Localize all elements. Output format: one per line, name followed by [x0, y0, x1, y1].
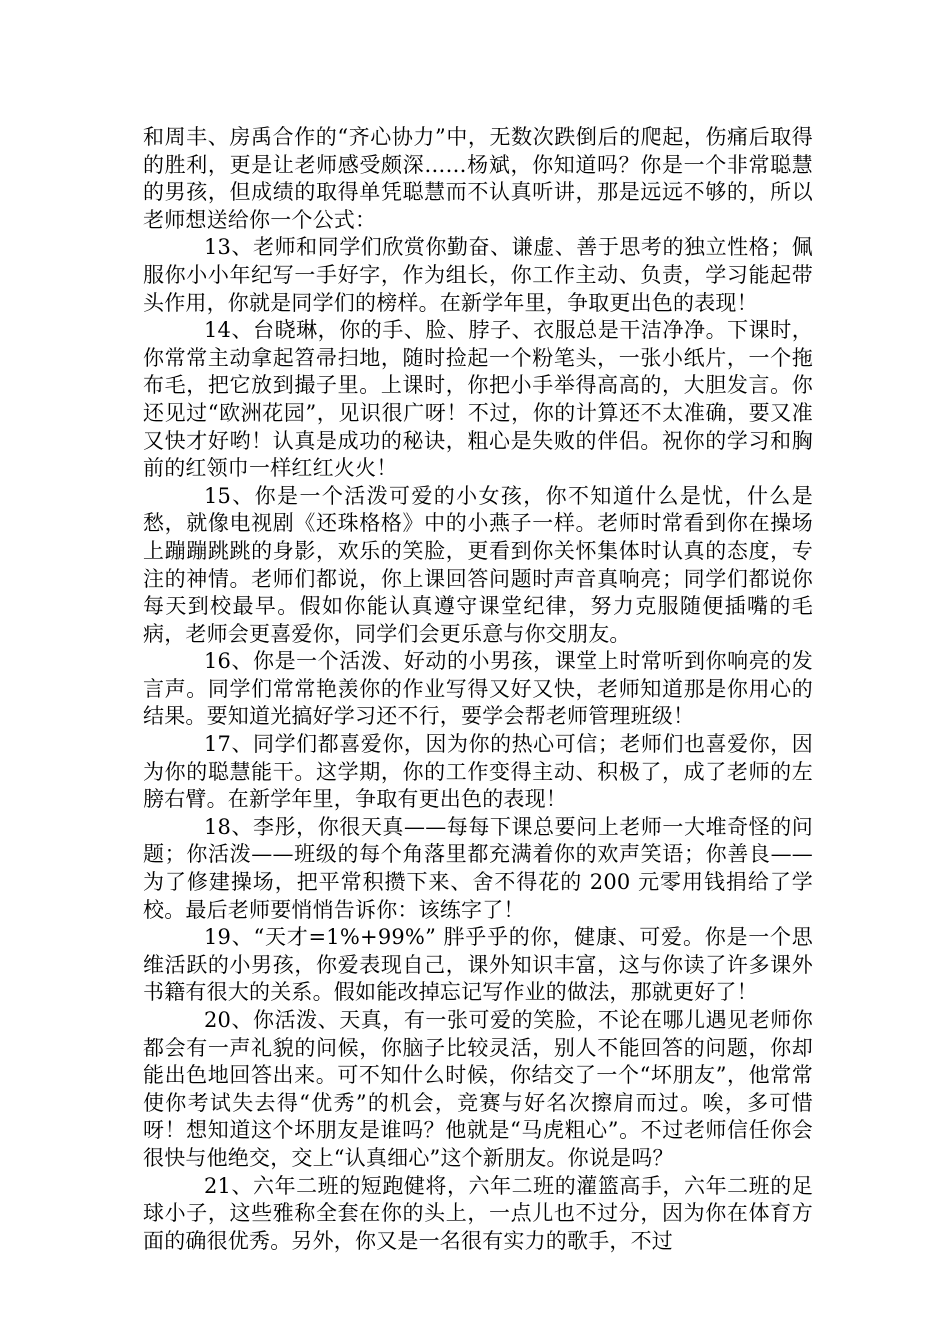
paragraph-18: 18、李彤，你很天真——每每下课总要问上老师一大堆奇怪的问题；你活泼——班级的每个角落里都充满着你的欢声笑语；你善良——为了修建操场，把平常积攒下来、舍不得花的 200 元零用钱捐给了学校。最后老师要悄悄告诉你：该练字了！ [143, 814, 813, 922]
paragraph-13: 13、老师和同学们欣赏你勤奋、谦虚、善于思考的独立性格；佩服你小小年纪写一手好字，作为组长，你工作主动、负责，学习能起带头作用，你就是同学们的榜样。在新学年里，争取更出色的表现！ [143, 235, 813, 315]
paragraph-19: 19、“天才=1%+99%” 胖乎乎的你，健康、可爱。你是一个思维活跃的小男孩，你爱表现自己，课外知识丰富，这与你读了许多课外书籍有很大的关系。假如能改掉忘记写作业的做法，那就更好了！ [143, 925, 813, 1005]
paragraph-16: 16、你是一个活泼、好动的小男孩，课堂上时常听到你响亮的发言声。同学们常常艳羡你的作业写得又好又快，老师知道那是你用心的结果。要知道光搞好学习还不行，要学会帮老师管理班级！ [143, 649, 813, 729]
paragraph-15: 15、你是一个活泼可爱的小女孩，你不知道什么是忧，什么是愁，就像电视剧《还珠格格》中的小燕子一样。老师时常看到你在操场上蹦蹦跳跳的身影，欢乐的笑脸，更看到你关怀集体时认真的态度，专注的神情。老师们都说，你上课回答问题时声音真响亮；同学们都说你每天到校最早。假如你能认真遵守课堂纪律，努力克服随便插嘴的毛病，老师会更喜爱你，同学们会更乐意与你交朋友。 [143, 483, 813, 646]
paragraph-21: 21、六年二班的短跑健将，六年二班的灌篮高手，六年二班的足球小子，这些雅称全套在你的头上，一点儿也不过分，因为你在体育方面的确很优秀。另外，你又是一名很有实力的歌手，不过 [143, 1173, 813, 1253]
paragraph-17: 17、同学们都喜爱你，因为你的热心可信；老师们也喜爱你，因为你的聪慧能干。这学期，你的工作变得主动、积极了，成了老师的左膀右臂。在新学年里，争取有更出色的表现！ [143, 732, 813, 812]
document-body [143, 124, 813, 1255]
paragraph-continued: 和周丰、房禹合作的“齐心协力”中，无数次跌倒后的爬起，伤痛后取得的胜利，更是让老师感受颇深……杨斌，你知道吗？你是一个非常聪慧的男孩，但成绩的取得单凭聪慧而不认真听讲，那是远远不够的，所以老师想送给你一个公式： [143, 125, 813, 232]
paragraph-20: 20、你活泼、天真，有一张可爱的笑脸，不论在哪儿遇见老师你都会有一声礼貌的问候，你脑子比较灵活，别人不能回答的问题，你却能出色地回答出来。可不知什么时候，你结交了一个“坏朋友”，他常常使你考试失去得“优秀”的机会，竞赛与好名次擦肩而过。唉，多可惜呀！想知道这个坏朋友是谁吗？他就是“马虎粗心”。不过老师信任你会很快与他绝交，交上“认真细心”这个新朋友。你说是吗？ [143, 1008, 813, 1170]
paragraph-14: 14、台晓琳，你的手、脸、脖子、衣服总是干洁净净。下课时，你常常主动拿起笤帚扫地，随时捡起一个粉笔头，一张小纸片，一个拖布毛，把它放到撮子里。上课时，你把小手举得高高的，大胆发言。你还见过“欧洲花园”，见识很广呀！不过，你的计算还不太准确，要又准又快才好哟！认真是成功的秘诀，粗心是失败的伴侣。祝你的学习和胸前的红领巾一样红红火火！ [143, 318, 813, 481]
